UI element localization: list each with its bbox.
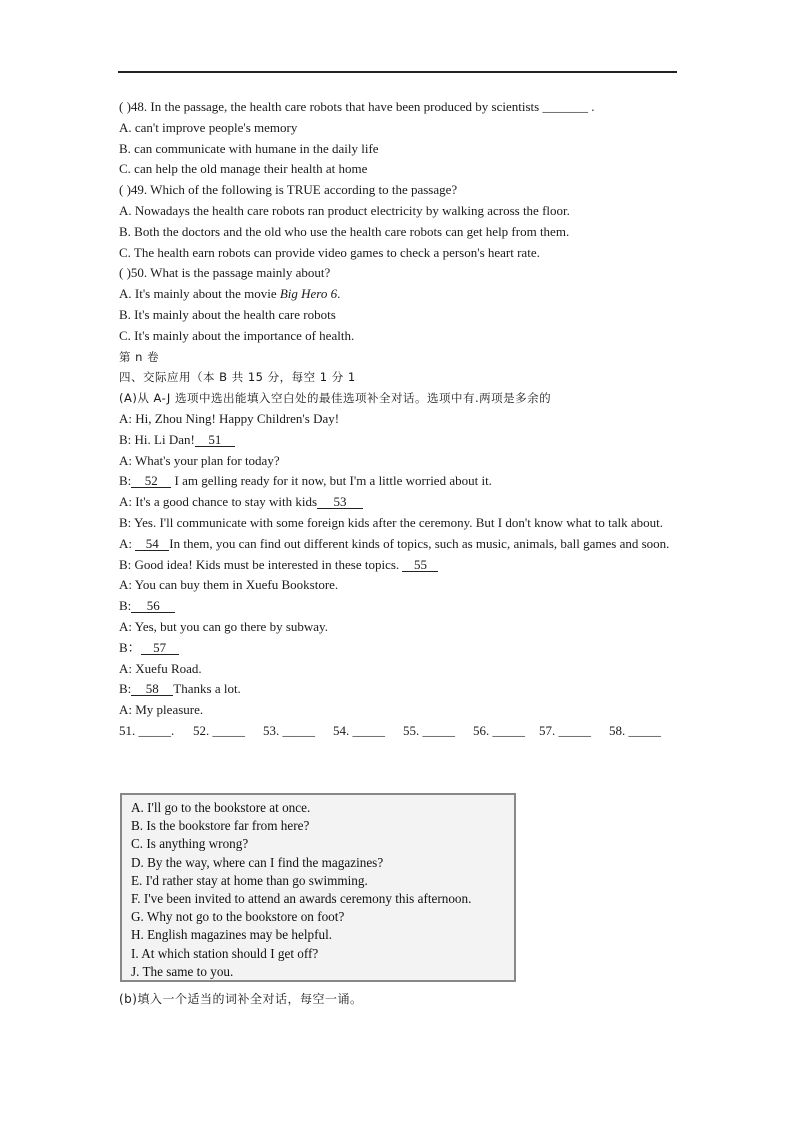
q50-a-suffix: . bbox=[337, 286, 341, 302]
answer-blank-53[interactable]: 53. _____ bbox=[263, 722, 315, 738]
q48-option-c: C. can help the old manage their health at home bbox=[119, 161, 368, 177]
answer-blank-51[interactable]: 51. _____. bbox=[119, 722, 175, 738]
dialogue-line-7 bbox=[119, 534, 675, 555]
option-a: A. I'll go to the bookstore at once. bbox=[131, 800, 311, 815]
movie-title: Big Hero 6 bbox=[279, 286, 338, 302]
q50-a-prefix: A. It's mainly about the movie bbox=[119, 286, 280, 302]
answer-blank-54[interactable]: 54. _____ bbox=[333, 722, 385, 738]
dialogue-line-14 bbox=[119, 679, 675, 700]
option-g: G. Why not go to the bookstore on foot? bbox=[131, 909, 345, 925]
blank-57: 57 bbox=[141, 641, 179, 655]
option-e: E. I'd rather stay at home than go swimming. bbox=[131, 872, 368, 888]
line-text: A: It's a good chance to stay with kids bbox=[119, 494, 318, 510]
section-instruction: (A)从 A-J 选项中选出能填入空白处的最佳选项补全对话。选项中有.两项是多余的 bbox=[119, 391, 552, 406]
blank-54: 54 bbox=[135, 537, 169, 551]
dialogue-line-5 bbox=[119, 492, 675, 513]
dialogue-line-2 bbox=[119, 430, 675, 451]
line-text: In them, you can find out different kinds of topics, such as music, animals, ball games and soon. bbox=[169, 535, 670, 551]
part-title: 第 n 卷 bbox=[119, 349, 160, 364]
q49-option-b: B. Both the doctors and the old who use the health care robots can get help from them. bbox=[119, 223, 570, 239]
dialogue-line-15: A: My pleasure. bbox=[119, 702, 204, 718]
answer-blank-57[interactable]: 57. _____ bbox=[539, 722, 591, 738]
option-b: B. Is the bookstore far from here? bbox=[131, 818, 310, 834]
answer-blank-58[interactable]: 58. _____ bbox=[609, 722, 661, 738]
line-text: B: Good idea! Kids must be interested in these topics. bbox=[119, 556, 403, 572]
blank-58: 58 bbox=[131, 682, 173, 696]
blank-52: 52 bbox=[131, 474, 171, 488]
q50-option-b: B. It's mainly about the health care robots bbox=[119, 306, 336, 322]
dialogue-line-6: B: Yes. I'll communicate with some foreign kids after the ceremony. But I don't know what to talk about. bbox=[119, 514, 663, 530]
q50-option-c: C. It's mainly about the importance of health. bbox=[119, 327, 355, 343]
line-text: Thanks a lot. bbox=[173, 681, 241, 697]
section-heading: 四、交际应用（本 B 共 15 分，每空 1 分 1 bbox=[119, 370, 356, 385]
q50-stem: ( )50. What is the passage mainly about? bbox=[119, 265, 331, 281]
q49-stem: ( )49. Which of the following is TRUE according to the passage? bbox=[119, 182, 458, 198]
dialogue-line-10 bbox=[119, 596, 675, 617]
blank-56: 56 bbox=[131, 599, 175, 613]
answer-blank-55[interactable]: 55. _____ bbox=[403, 722, 455, 738]
option-f: F. I've been invited to attend an awards ceremony this afternoon. bbox=[131, 890, 472, 906]
dialogue-line-8 bbox=[119, 555, 675, 576]
line-text: B: bbox=[119, 681, 132, 697]
option-i: I. At which station should I get off? bbox=[131, 945, 319, 961]
blank-53: 53 bbox=[317, 495, 363, 509]
dialogue-line-11: A: Yes, but you can go there by subway. bbox=[119, 618, 328, 634]
option-h: H. English magazines may be helpful. bbox=[131, 927, 333, 943]
line-text: I am gelling ready for it now, but I'm a little worried about it. bbox=[171, 473, 492, 489]
line-text: B： bbox=[119, 639, 141, 655]
top-rule bbox=[118, 71, 677, 73]
q48-option-a: A. can't improve people's memory bbox=[119, 119, 298, 135]
answer-blank-52[interactable]: 52. _____ bbox=[193, 722, 245, 738]
answer-blank-56[interactable]: 56. _____ bbox=[473, 722, 525, 738]
dialogue-line-3: A: What's your plan for today? bbox=[119, 452, 280, 468]
q49-option-a: A. Nowadays the health care robots ran product electricity by walking across the floor. bbox=[119, 202, 570, 218]
part-b-instruction: (b)填入一个适当的词补全对话，每空一诵。 bbox=[119, 992, 363, 1006]
line-text: B: Hi. Li Dan! bbox=[119, 431, 195, 447]
blank-51: 51 bbox=[195, 433, 235, 447]
answer-blanks-row bbox=[119, 721, 675, 742]
dialogue-line-4 bbox=[119, 471, 675, 492]
dialogue-line-1: A: Hi, Zhou Ning! Happy Children's Day! bbox=[119, 410, 340, 426]
option-j: J. The same to you. bbox=[131, 963, 234, 979]
line-text: B: bbox=[119, 473, 132, 489]
q48-stem: ( )48. In the passage, the health care robots that have been produced by scientists _______ . bbox=[119, 99, 595, 114]
options-box bbox=[120, 793, 516, 982]
q49-option-c: C. The health earn robots can provide video games to check a person's heart rate. bbox=[119, 244, 540, 260]
option-c: C. Is anything wrong? bbox=[131, 836, 249, 852]
dialogue-line-13: A: Xuefu Road. bbox=[119, 660, 202, 676]
option-d: D. By the way, where can I find the magazines? bbox=[131, 854, 384, 870]
line-text: B: bbox=[119, 598, 132, 614]
q48-option-b: B. can communicate with humane in the daily life bbox=[119, 140, 379, 156]
dialogue-line-12 bbox=[119, 638, 675, 659]
blank-55: 55 bbox=[402, 558, 438, 572]
line-text: A: bbox=[119, 535, 136, 551]
dialogue-line-9: A: You can buy them in Xuefu Bookstore. bbox=[119, 577, 339, 593]
exam-content bbox=[119, 97, 675, 742]
q50-option-a bbox=[119, 284, 675, 305]
